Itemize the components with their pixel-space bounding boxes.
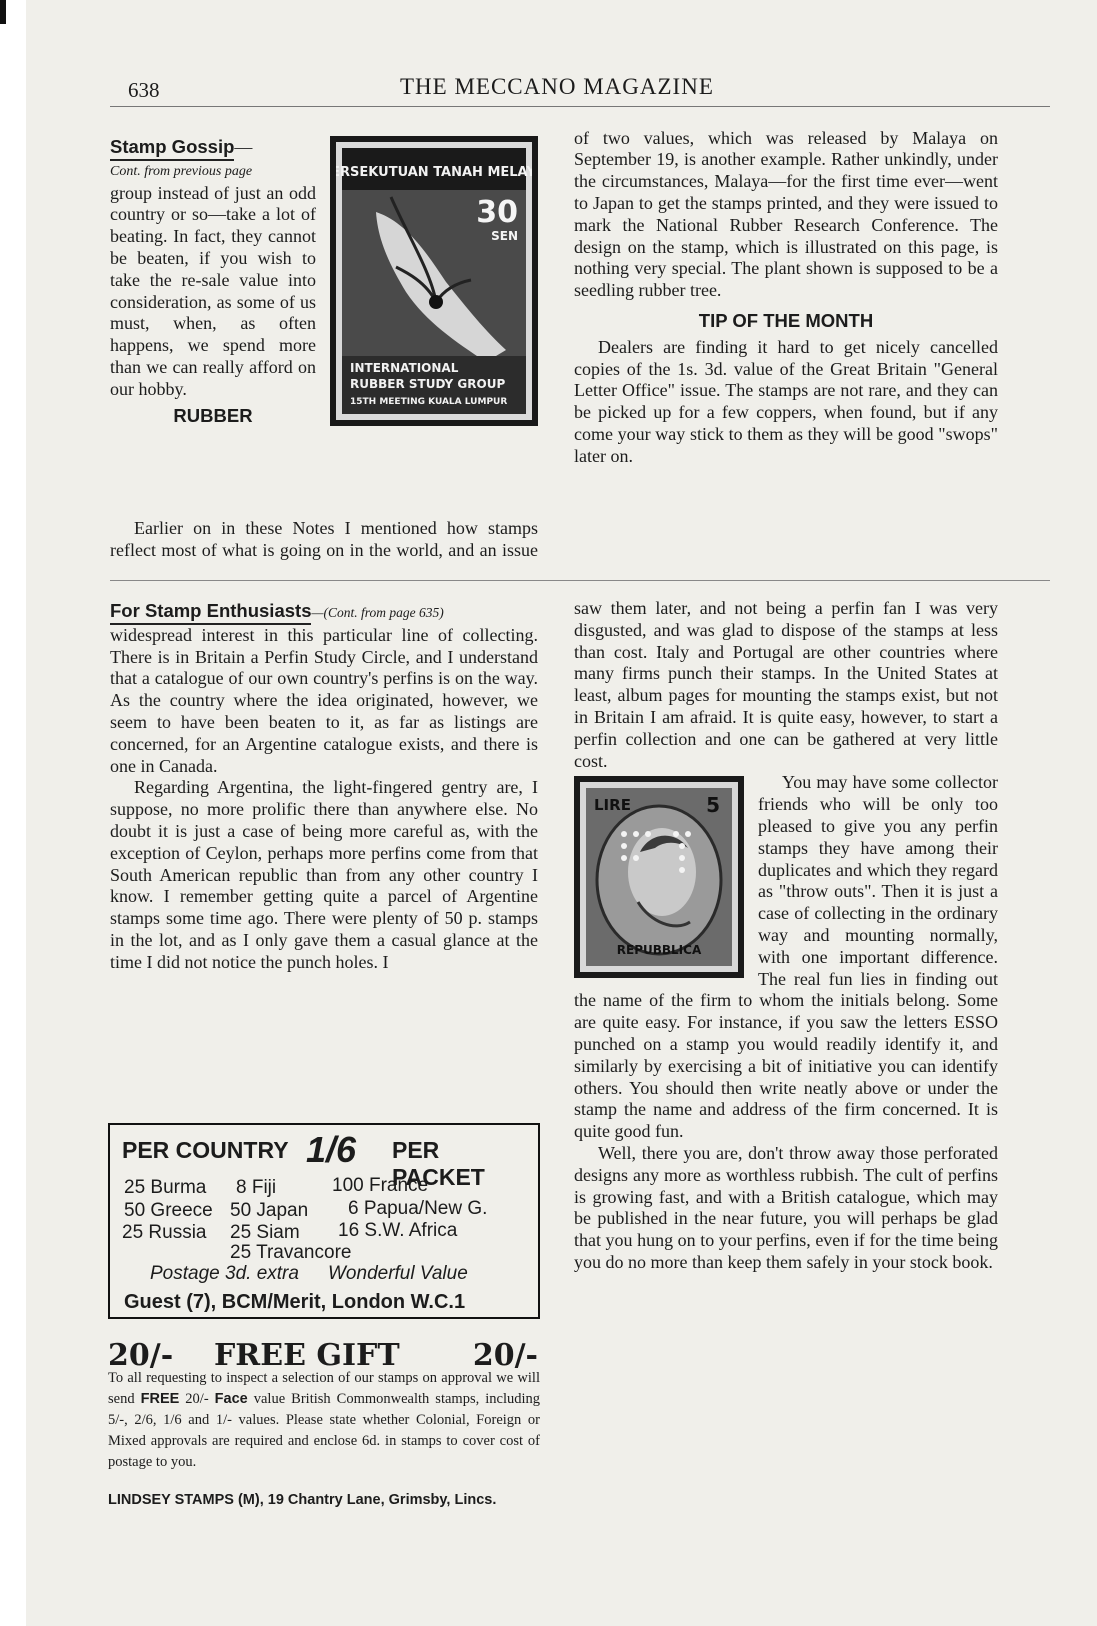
ad-item: 50 Japan (230, 1200, 309, 1221)
gift-left-value: 20/- (108, 1338, 174, 1373)
ad-price: 1/6 (306, 1129, 357, 1170)
ad-right-heading: PER PACKET (392, 1137, 485, 1190)
malaya-line-3: 15TH MEETING KUALA LUMPUR (350, 397, 508, 407)
section-divider (110, 580, 1050, 581)
magazine-title: THE MECCANO MAGAZINE (400, 74, 714, 99)
guest-advertisement (108, 1123, 540, 1319)
stamp-gossip-cont-note: Cont. from previous page (110, 163, 253, 179)
ad-wonderful-value: Wonderful Value (328, 1263, 468, 1284)
enthusiasts-para-5: Well, there you are, don't throw away those perforated designs any more as worthless rubbish. The cult of perfins is growing fast, and with a British catalogue, which may be published in the near future, you will perhaps be glad that you hung on to your perfins, even if for the time being you do no more than keep them safely in your stock book. (574, 1142, 998, 1272)
malaya-rubber-stamp (330, 136, 538, 426)
page-header (110, 72, 1050, 106)
enthusiasts-left-column (110, 600, 538, 974)
rubber-paragraph-cont: of two values, which was released by Malaya on September 19, is another example. Rather unkindly, under the circumstances, Malaya—for the first time ever—went to Japan to get the stamps printed, and they were issued to mark the National Rubber Research Conference. The design on the stamp, which is illustrated on this page, is nothing very special. The plant shown is supposed to be a seedling rubber tree. (574, 128, 998, 301)
enthusiasts-heading-row (110, 600, 538, 625)
rubber-text-left (110, 518, 538, 562)
ad-item: 25 Siam (230, 1222, 300, 1243)
ad-item: 25 Burma (124, 1177, 207, 1198)
rubber-text-continuation (574, 128, 998, 302)
page-edge-mark (0, 0, 6, 24)
free-gift-text (108, 1368, 540, 1473)
ad-item: 8 Fiji (236, 1177, 277, 1198)
malaya-top-text: RSEKUTUAN TANAH MELAY (340, 165, 532, 180)
lindsey-address: LINDSEY STAMPS (M), 19 Chantry Lane, Grimsby, Lincs. (108, 1492, 497, 1508)
enthusiasts-para-3: saw them later, and not being a perfin fan I was very disgusted, and was glad to dispose of the stamps at less than cost. Italy and Portugal are other countries where many firms punch their stamps. In the United States at least, album pages for mounting the stamps exist, but not in Britain I am afraid. It is quite easy, however, to start a perfin collection and one can be gathered at very little cost. (574, 598, 998, 771)
tip-heading: TIP OF THE MONTH (698, 309, 874, 331)
gift-text-a: To all requesting to inspect a selection of our stamps on approval we will send (108, 1370, 540, 1407)
italy-lire: LIRE (594, 796, 631, 815)
ad-guest-address: Guest (7), BCM/Merit, London W.C.1 (124, 1291, 466, 1313)
tip-paragraph: Dealers are finding it hard to get nicely cancelled copies of the 1s. 3d. value of the Great Britain "General Letter Office" issue. The stamps are not rare, and they can be picked up for a few coppers, when found, but if any come your way stick to them as they will be good "swops" later on. (574, 336, 998, 466)
gift-free-word: FREE (140, 1391, 180, 1407)
enthusiasts-para-4: You may have some collector friends who will be only too pleased to give you any perfin stamps they have among their duplicates and which they regard as "throw outs". Then it is just a case of collecting in the ordinary way and mounting normally, with one important difference. The real fun lies in finding out the name of the firm to whom the initials belong. Some are quite easy. For instance, if you saw the letters ESSO punched on a stamp you would readily identify it, and similarly by exercising a bit of initiative you can identify others. You should then write neatly above or under the stamp the name and address of the firm concerned. It is quite good fun. (574, 772, 998, 1142)
enthusiasts-title: For Stamp Enthusiasts (110, 600, 311, 625)
top-right-column (574, 128, 998, 566)
rubber-paragraph: Earlier on in these Notes I mentioned how stamps reflect most of what is going on in the world, and an issue (110, 518, 538, 560)
enthusiasts-para-1: widespread interest in this particular line of collecting. There is in Britain a Perfin Study Circle, and I understand that a catalogue of our own country's perfins is on the way. As the country where the idea originated, however, we seem to have been beaten to it, as far as listings are concerned, for an Argentine catalogue exists, and there is one in Canada. (110, 624, 538, 776)
malaya-value: 30 (476, 195, 518, 230)
italy-value: 5 (706, 793, 720, 818)
gift-title: FREE GIFT (214, 1338, 400, 1373)
gift-text-b: 20/- (185, 1391, 209, 1407)
gift-text-c: value British Commonwealth stamps, including 5/-, 2/6, 1/6 and 1/- values. Please state whether Colonial, Foreign or Mixed approvals are required and enclose 6d. in stamps to cover cost of postage to you. (108, 1391, 540, 1470)
malaya-stamp-image (336, 142, 532, 420)
rubber-heading: RUBBER (173, 404, 253, 426)
stamp-gossip-title: Stamp Gossip (110, 136, 234, 161)
gift-face-word: Face (214, 1391, 248, 1407)
ad-postage: Postage 3d. extra (150, 1263, 299, 1284)
ad-item: 50 Greece (124, 1200, 213, 1221)
page-number: 638 (128, 78, 160, 102)
malaya-currency: SEN (491, 229, 518, 243)
ad-item: 100 France (332, 1175, 429, 1196)
ad-item: 25 Travancore (230, 1242, 352, 1263)
header-rule (110, 106, 1050, 107)
title-dash: — (234, 137, 253, 157)
page-edge (0, 0, 26, 1626)
enthusiasts-right-column (574, 598, 998, 1274)
malaya-line-1: INTERNATIONAL (350, 361, 459, 375)
malaya-line-2: RUBBER STUDY GROUP (350, 377, 506, 391)
italy-perfin-stamp (574, 776, 744, 978)
enthusiasts-cont-note: —(Cont. from page 635) (311, 605, 444, 620)
italy-country: REPUBBLICA (616, 943, 702, 958)
gift-right-value: 20/- (472, 1338, 538, 1373)
ad-left-heading: PER COUNTRY (122, 1137, 289, 1163)
ad-item: 16 S.W. Africa (338, 1220, 458, 1241)
italy-stamp-image (580, 782, 738, 972)
enthusiasts-para-2: Regarding Argentina, the light-fingered gentry are, I suppose, no more prolific there than anywhere else. No doubt it is just a case of being more careful as, with the exception of Ceylon, perhaps more perfins come from that South American republic than from any other country I know. I remember getting quite a parcel of Argentine stamps some time ago. There were plenty of 50 p. stamps in the lot, and as I only gave them a casual glance at the time I did not notice the punch holes. I (110, 777, 538, 972)
ad-item: 25 Russia (122, 1222, 207, 1243)
ad-item: 6 Papua/New G. (348, 1198, 488, 1219)
stamp-gossip-para-1: group instead of just an odd country or so—take a lot of beating. In fact, they cannot be beaten, if you wish to take the re-sale value into consideration, as some of us must, when, as often happens, we spend more than we can really afford on our hobby. (110, 182, 316, 399)
stamp-gossip-column (110, 136, 538, 434)
